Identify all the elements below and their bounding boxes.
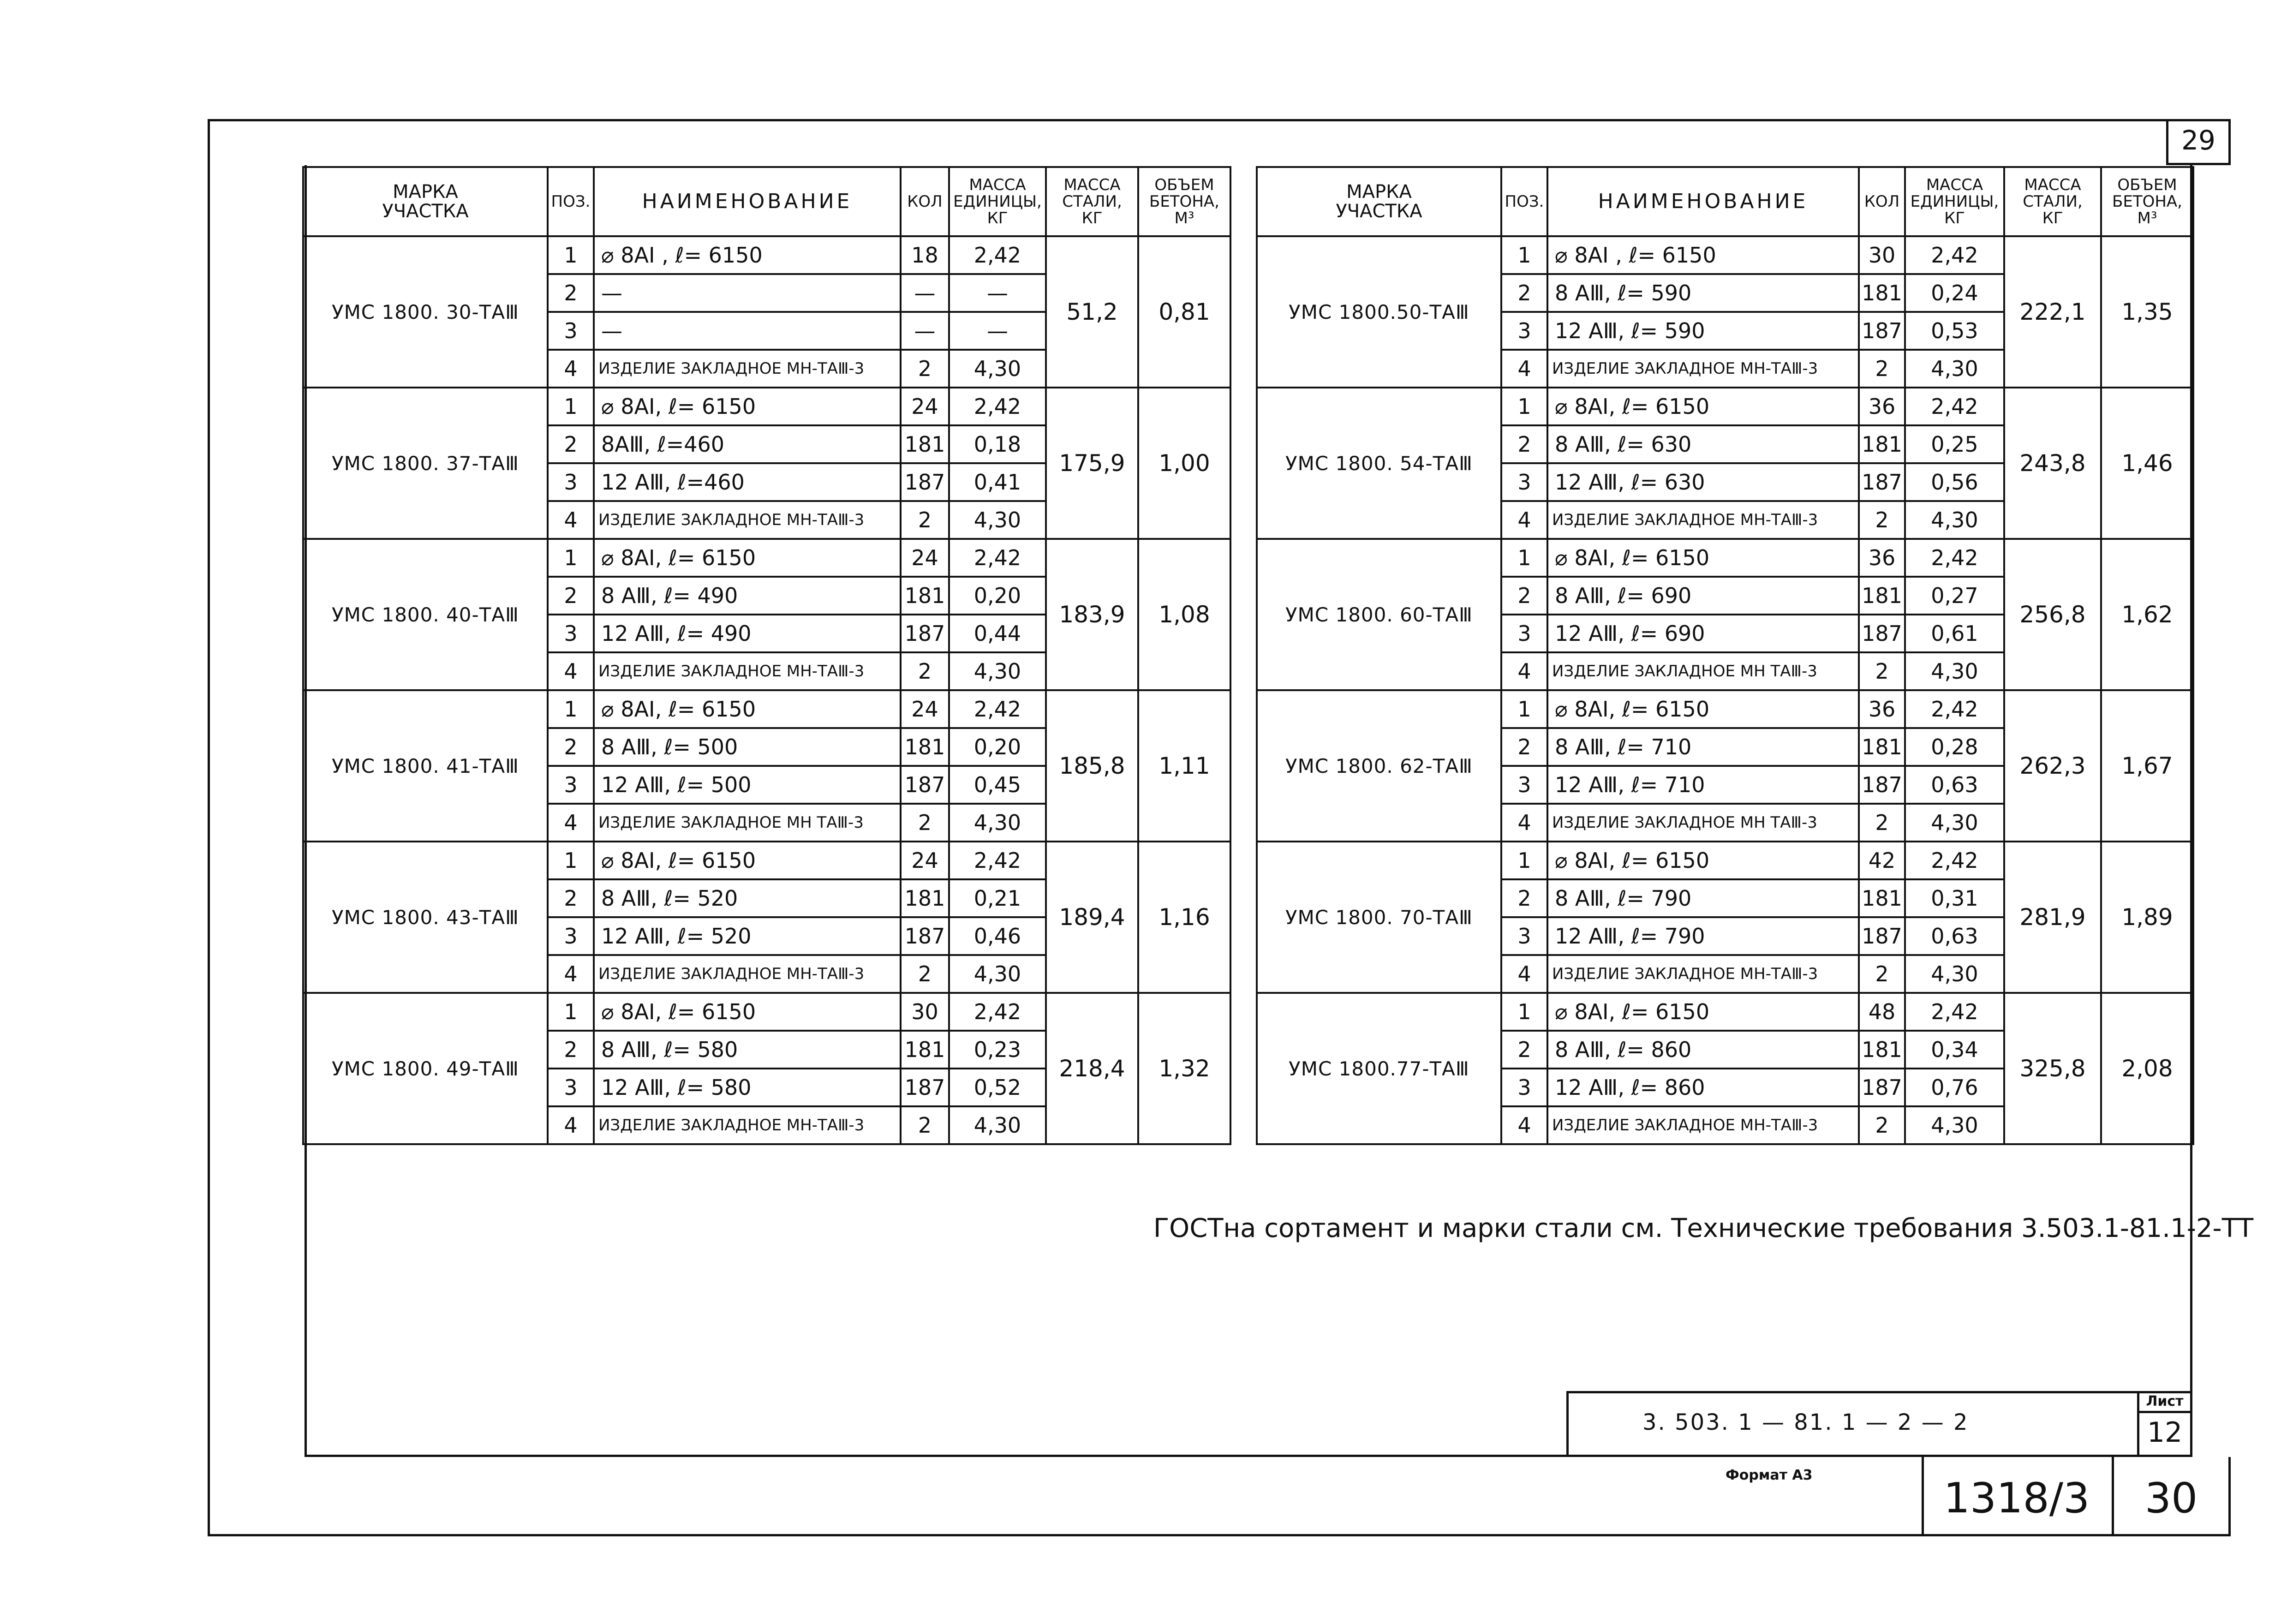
unit-mass-cell: 0,18 [949,425,1046,463]
steel-mass-cell: 243,8 [2004,388,2101,539]
table-row [1257,690,2193,728]
steel-mass-cell: 256,8 [2004,539,2101,690]
quantity-cell: 24 [901,842,949,879]
item-name-cell: 8 АⅢ, ℓ= 500 [594,728,901,766]
concrete-volume-cell: 1,67 [2101,690,2193,842]
section-mark: УМС 1800. 60-ТАⅢ [1257,539,1501,690]
table-row [1257,236,2193,274]
unit-mass-cell: 4,30 [949,652,1046,690]
quantity-cell: 181 [901,577,949,615]
unit-mass-cell: 0,53 [1905,312,2004,350]
concrete-volume-cell: 1,35 [2101,236,2193,388]
item-name-cell: 8 АⅢ, ℓ= 580 [594,1031,901,1069]
item-name-cell: ИЗДЕЛИЕ ЗАКЛАДНОЕ МН-ТАⅢ-3 [594,955,901,993]
header-pos: ПОЗ. [548,167,594,236]
concrete-volume-cell: 1,16 [1138,842,1230,993]
item-name-cell: ⌀ 8АI, ℓ= 6150 [1547,690,1859,728]
unit-mass-cell: 0,61 [1905,615,2004,652]
quantity-cell: 2 [1859,804,1905,842]
concrete-volume-cell: 1,11 [1138,690,1230,842]
position-cell: 1 [548,690,594,728]
table-row [1257,539,2193,577]
quantity-cell: 2 [901,350,949,388]
position-cell: 3 [1501,1069,1547,1106]
item-name-cell: 12 АⅢ, ℓ= 630 [1547,463,1859,501]
position-cell: 2 [1501,728,1547,766]
quantity-cell: 187 [1859,312,1905,350]
header-unit-mass: МАССА ЕДИНИЦЫ, КГ [949,167,1046,236]
steel-mass-cell: 218,4 [1046,993,1138,1144]
quantity-cell: 187 [901,917,949,955]
item-name-cell: ИЗДЕЛИЕ ЗАКЛАДНОЕ МН-ТАⅢ-3 [1547,350,1859,388]
steel-mass-cell: 325,8 [2004,993,2101,1144]
page-total: 30 [2144,1474,2198,1522]
position-cell: 1 [1501,993,1547,1031]
header-concrete-volume: ОБЪЕМ БЕТОНА, М³ [2101,167,2193,236]
position-cell: 4 [1501,1106,1547,1144]
item-name-cell: 12 АⅢ, ℓ= 500 [594,766,901,804]
header-name: НАИМЕНОВАНИЕ [1547,167,1859,236]
quantity-cell: 36 [1859,388,1905,425]
unit-mass-cell: 0,63 [1905,766,2004,804]
unit-mass-cell: 2,42 [949,842,1046,879]
section-mark: УМС 1800. 40-ТАⅢ [303,539,548,690]
header-mark: МАРКА УЧАСТКА [303,167,548,236]
section-mark: УМС 1800.77-ТАⅢ [1257,993,1501,1144]
header-unit-mass: МАССА ЕДИНИЦЫ, КГ [1905,167,2004,236]
position-cell: 2 [1501,879,1547,917]
concrete-volume-cell: 1,89 [2101,842,2193,993]
position-cell: 2 [1501,274,1547,312]
quantity-cell: 2 [901,1106,949,1144]
table-row [303,236,1230,274]
header-qty: КОЛ [901,167,949,236]
unit-mass-cell: 0,24 [1905,274,2004,312]
position-cell: 1 [1501,690,1547,728]
position-cell: 2 [1501,577,1547,615]
table-row [303,842,1230,879]
position-cell: 3 [1501,766,1547,804]
quantity-cell: 181 [1859,577,1905,615]
concrete-volume-cell: 1,46 [2101,388,2193,539]
table-row [303,388,1230,425]
position-cell: 4 [1501,652,1547,690]
item-name-cell: ИЗДЕЛИЕ ЗАКЛАДНОЕ МН-ТАⅢ-3 [594,1106,901,1144]
section-mark: УМС 1800. 54-ТАⅢ [1257,388,1501,539]
header-steel-mass: МАССА СТАЛИ, КГ [1046,167,1138,236]
item-name-cell: 12 АⅢ, ℓ= 520 [594,917,901,955]
unit-mass-cell: — [949,274,1046,312]
item-name-cell: ⌀ 8АI, ℓ= 6150 [594,993,901,1031]
quantity-cell: 30 [901,993,949,1031]
unit-mass-cell: 0,63 [1905,917,2004,955]
table-row [303,539,1230,577]
item-name-cell: ⌀ 8АI, ℓ= 6150 [594,690,901,728]
section-mark: УМС 1800. 30-ТАⅢ [303,236,548,388]
quantity-cell: — [901,274,949,312]
concrete-volume-cell: 1,08 [1138,539,1230,690]
unit-mass-cell: 0,23 [949,1031,1046,1069]
table-row [303,690,1230,728]
position-cell: 1 [1501,388,1547,425]
unit-mass-cell: 0,20 [949,577,1046,615]
quantity-cell: 187 [1859,463,1905,501]
unit-mass-cell: 0,76 [1905,1069,2004,1106]
item-name-cell: ИЗДЕЛИЕ ЗАКЛАДНОЕ МН-ТАⅢ-3 [594,652,901,690]
item-name-cell: 8 АⅢ, ℓ= 630 [1547,425,1859,463]
quantity-cell: 181 [1859,879,1905,917]
quantity-cell: — [901,312,949,350]
position-cell: 4 [1501,501,1547,539]
item-name-cell: 12 АⅢ, ℓ= 790 [1547,917,1859,955]
document-code: 3. 503. 1 — 81. 1 — 2 — 2 [1642,1409,1969,1435]
unit-mass-cell: 0,52 [949,1069,1046,1106]
quantity-cell: 181 [901,728,949,766]
item-name-cell: ⌀ 8АI , ℓ= 6150 [594,236,901,274]
item-name-cell: ИЗДЕЛИЕ ЗАКЛАДНОЕ МН ТАⅢ-3 [594,804,901,842]
section-mark: УМС 1800. 41-ТАⅢ [303,690,548,842]
position-cell: 1 [548,539,594,577]
quantity-cell: 2 [1859,1106,1905,1144]
gost-note: ГОСТна сортамент и марки стали см. Технические требования 3.503.1-81.1-2-ТТ [1153,1213,2254,1243]
archive-number: 1318/3 [1943,1474,2090,1522]
position-cell: 1 [1501,842,1547,879]
item-name-cell: 8 АⅢ, ℓ= 520 [594,879,901,917]
quantity-cell: 181 [901,425,949,463]
spec-table-right [1256,166,2194,1145]
unit-mass-cell: 0,41 [949,463,1046,501]
quantity-cell: 30 [1859,236,1905,274]
position-cell: 1 [548,842,594,879]
position-cell: 1 [1501,539,1547,577]
section-mark: УМС 1800. 37-ТАⅢ [303,388,548,539]
concrete-volume-cell: 1,00 [1138,388,1230,539]
position-cell: 1 [548,993,594,1031]
unit-mass-cell: 2,42 [1905,388,2004,425]
item-name-cell: ИЗДЕЛИЕ ЗАКЛАДНОЕ МН-ТАⅢ-3 [594,501,901,539]
quantity-cell: 181 [901,1031,949,1069]
unit-mass-cell: 2,42 [949,690,1046,728]
quantity-cell: 2 [1859,652,1905,690]
item-name-cell: 8АⅢ, ℓ=460 [594,425,901,463]
position-cell: 1 [1501,236,1547,274]
unit-mass-cell: 4,30 [1905,955,2004,993]
item-name-cell: — [594,274,901,312]
steel-mass-cell: 222,1 [2004,236,2101,388]
item-name-cell: — [594,312,901,350]
position-cell: 4 [548,804,594,842]
item-name-cell: 12 АⅢ, ℓ= 590 [1547,312,1859,350]
quantity-cell: 36 [1859,690,1905,728]
section-mark: УМС 1800. 49-ТАⅢ [303,993,548,1144]
position-cell: 3 [548,463,594,501]
quantity-cell: 2 [1859,501,1905,539]
item-name-cell: 8 АⅢ, ℓ= 790 [1547,879,1859,917]
item-name-cell: 12 АⅢ, ℓ= 490 [594,615,901,652]
position-cell: 3 [548,917,594,955]
quantity-cell: 2 [901,501,949,539]
position-cell: 4 [1501,350,1547,388]
steel-mass-cell: 175,9 [1046,388,1138,539]
position-cell: 3 [548,312,594,350]
position-cell: 2 [548,1031,594,1069]
position-cell: 1 [548,388,594,425]
quantity-cell: 187 [901,615,949,652]
position-cell: 3 [548,766,594,804]
sheet-label: Лист [2146,1393,2184,1409]
format-label: Формат А3 [1726,1467,1813,1483]
quantity-cell: 187 [901,463,949,501]
unit-mass-cell: 0,46 [949,917,1046,955]
item-name-cell: 8 АⅢ, ℓ= 710 [1547,728,1859,766]
table-row [1257,993,2193,1031]
item-name-cell: ИЗДЕЛИЕ ЗАКЛАДНОЕ МН ТАⅢ-3 [1547,652,1859,690]
quantity-cell: 24 [901,539,949,577]
position-cell: 3 [1501,615,1547,652]
unit-mass-cell: 4,30 [1905,501,2004,539]
unit-mass-cell: 2,42 [949,539,1046,577]
unit-mass-cell: — [949,312,1046,350]
position-cell: 3 [548,615,594,652]
quantity-cell: 187 [901,1069,949,1106]
unit-mass-cell: 4,30 [949,804,1046,842]
quantity-cell: 187 [1859,1069,1905,1106]
item-name-cell: 8 АⅢ, ℓ= 590 [1547,274,1859,312]
section-mark: УМС 1800. 62-ТАⅢ [1257,690,1501,842]
page-number: 29 [2181,125,2215,156]
position-cell: 2 [548,728,594,766]
unit-mass-cell: 4,30 [949,501,1046,539]
item-name-cell: ⌀ 8АI, ℓ= 6150 [1547,842,1859,879]
item-name-cell: 12 АⅢ, ℓ= 690 [1547,615,1859,652]
item-name-cell: ⌀ 8АI, ℓ= 6150 [594,388,901,425]
item-name-cell: ⌀ 8АI, ℓ= 6150 [594,539,901,577]
item-name-cell: 12 АⅢ, ℓ= 710 [1547,766,1859,804]
item-name-cell: ⌀ 8АI, ℓ= 6150 [1547,539,1859,577]
header-pos: ПОЗ. [1501,167,1547,236]
unit-mass-cell: 4,30 [1905,804,2004,842]
unit-mass-cell: 0,31 [1905,879,2004,917]
quantity-cell: 187 [1859,917,1905,955]
unit-mass-cell: 2,42 [949,388,1046,425]
item-name-cell: ⌀ 8АI, ℓ= 6150 [1547,388,1859,425]
sheet-number: 12 [2147,1416,2183,1449]
unit-mass-cell: 4,30 [949,1106,1046,1144]
table-row [303,993,1230,1031]
quantity-cell: 181 [1859,728,1905,766]
section-mark: УМС 1800. 43-ТАⅢ [303,842,548,993]
table-header-row [1257,167,2193,236]
steel-mass-cell: 281,9 [2004,842,2101,993]
steel-mass-cell: 189,4 [1046,842,1138,993]
position-cell: 2 [548,274,594,312]
unit-mass-cell: 2,42 [1905,236,2004,274]
position-cell: 3 [548,1069,594,1106]
unit-mass-cell: 4,30 [1905,652,2004,690]
concrete-volume-cell: 1,32 [1138,993,1230,1144]
table-row [1257,842,2193,879]
quantity-cell: 181 [901,879,949,917]
item-name-cell: 8 АⅢ, ℓ= 690 [1547,577,1859,615]
position-cell: 3 [1501,917,1547,955]
quantity-cell: 2 [901,955,949,993]
sheet-divider [2137,1411,2192,1413]
item-name-cell: 8 АⅢ, ℓ= 490 [594,577,901,615]
position-cell: 4 [548,350,594,388]
item-name-cell: 12 АⅢ, ℓ= 580 [594,1069,901,1106]
unit-mass-cell: 2,42 [1905,690,2004,728]
unit-mass-cell: 2,42 [1905,539,2004,577]
item-name-cell: ⌀ 8АI, ℓ= 6150 [1547,993,1859,1031]
spec-table-left [302,166,1231,1145]
quantity-cell: 2 [901,804,949,842]
item-name-cell: ИЗДЕЛИЕ ЗАКЛАДНОЕ МН-ТАⅢ-3 [1547,1106,1859,1144]
concrete-volume-cell: 1,62 [2101,539,2193,690]
unit-mass-cell: 2,42 [1905,993,2004,1031]
item-name-cell: 12 АⅢ, ℓ= 860 [1547,1069,1859,1106]
section-mark: УМС 1800.50-ТАⅢ [1257,236,1501,388]
quantity-cell: 18 [901,236,949,274]
quantity-cell: 2 [1859,350,1905,388]
unit-mass-cell: 0,34 [1905,1031,2004,1069]
header-name: НАИМЕНОВАНИЕ [594,167,901,236]
item-name-cell: ⌀ 8АI, ℓ= 6150 [594,842,901,879]
unit-mass-cell: 0,21 [949,879,1046,917]
quantity-cell: 2 [1859,955,1905,993]
steel-mass-cell: 185,8 [1046,690,1138,842]
item-name-cell: ИЗДЕЛИЕ ЗАКЛАДНОЕ МН-ТАⅢ-3 [594,350,901,388]
position-cell: 2 [1501,1031,1547,1069]
quantity-cell: 24 [901,388,949,425]
position-cell: 2 [1501,425,1547,463]
quantity-cell: 187 [901,766,949,804]
item-name-cell: 8 АⅢ, ℓ= 860 [1547,1031,1859,1069]
unit-mass-cell: 0,45 [949,766,1046,804]
unit-mass-cell: 0,44 [949,615,1046,652]
concrete-volume-cell: 0,81 [1138,236,1230,388]
concrete-volume-cell: 2,08 [2101,993,2193,1144]
unit-mass-cell: 4,30 [1905,350,2004,388]
quantity-cell: 181 [1859,425,1905,463]
position-cell: 4 [548,652,594,690]
position-cell: 4 [1501,804,1547,842]
unit-mass-cell: 4,30 [949,350,1046,388]
table-row [1257,388,2193,425]
quantity-cell: 24 [901,690,949,728]
header-steel-mass: МАССА СТАЛИ, КГ [2004,167,2101,236]
item-name-cell: 12 АⅢ, ℓ=460 [594,463,901,501]
quantity-cell: 181 [1859,1031,1905,1069]
unit-mass-cell: 2,42 [949,993,1046,1031]
position-cell: 4 [548,501,594,539]
unit-mass-cell: 0,20 [949,728,1046,766]
unit-mass-cell: 2,42 [1905,842,2004,879]
position-cell: 3 [1501,312,1547,350]
position-cell: 2 [548,425,594,463]
header-mark: МАРКА УЧАСТКА [1257,167,1501,236]
header-qty: КОЛ [1859,167,1905,236]
quantity-cell: 181 [1859,274,1905,312]
steel-mass-cell: 262,3 [2004,690,2101,842]
steel-mass-cell: 183,9 [1046,539,1138,690]
position-cell: 4 [548,1106,594,1144]
unit-mass-cell: 0,28 [1905,728,2004,766]
position-cell: 3 [1501,463,1547,501]
item-name-cell: ИЗДЕЛИЕ ЗАКЛАДНОЕ МН-ТАⅢ-3 [1547,501,1859,539]
section-mark: УМС 1800. 70-ТАⅢ [1257,842,1501,993]
unit-mass-cell: 2,42 [949,236,1046,274]
position-cell: 2 [548,577,594,615]
quantity-cell: 2 [901,652,949,690]
item-name-cell: ⌀ 8АI , ℓ= 6150 [1547,236,1859,274]
item-name-cell: ИЗДЕЛИЕ ЗАКЛАДНОЕ МН-ТАⅢ-3 [1547,955,1859,993]
quantity-cell: 187 [1859,615,1905,652]
quantity-cell: 187 [1859,766,1905,804]
position-cell: 4 [1501,955,1547,993]
steel-mass-cell: 51,2 [1046,236,1138,388]
table-header-row [303,167,1230,236]
quantity-cell: 42 [1859,842,1905,879]
item-name-cell: ИЗДЕЛИЕ ЗАКЛАДНОЕ МН ТАⅢ-3 [1547,804,1859,842]
unit-mass-cell: 0,25 [1905,425,2004,463]
unit-mass-cell: 4,30 [949,955,1046,993]
unit-mass-cell: 0,27 [1905,577,2004,615]
position-cell: 2 [548,879,594,917]
position-cell: 1 [548,236,594,274]
quantity-cell: 36 [1859,539,1905,577]
unit-mass-cell: 4,30 [1905,1106,2004,1144]
unit-mass-cell: 0,56 [1905,463,2004,501]
header-concrete-volume: ОБЪЕМ БЕТОНА, М³ [1138,167,1230,236]
quantity-cell: 48 [1859,993,1905,1031]
position-cell: 4 [548,955,594,993]
